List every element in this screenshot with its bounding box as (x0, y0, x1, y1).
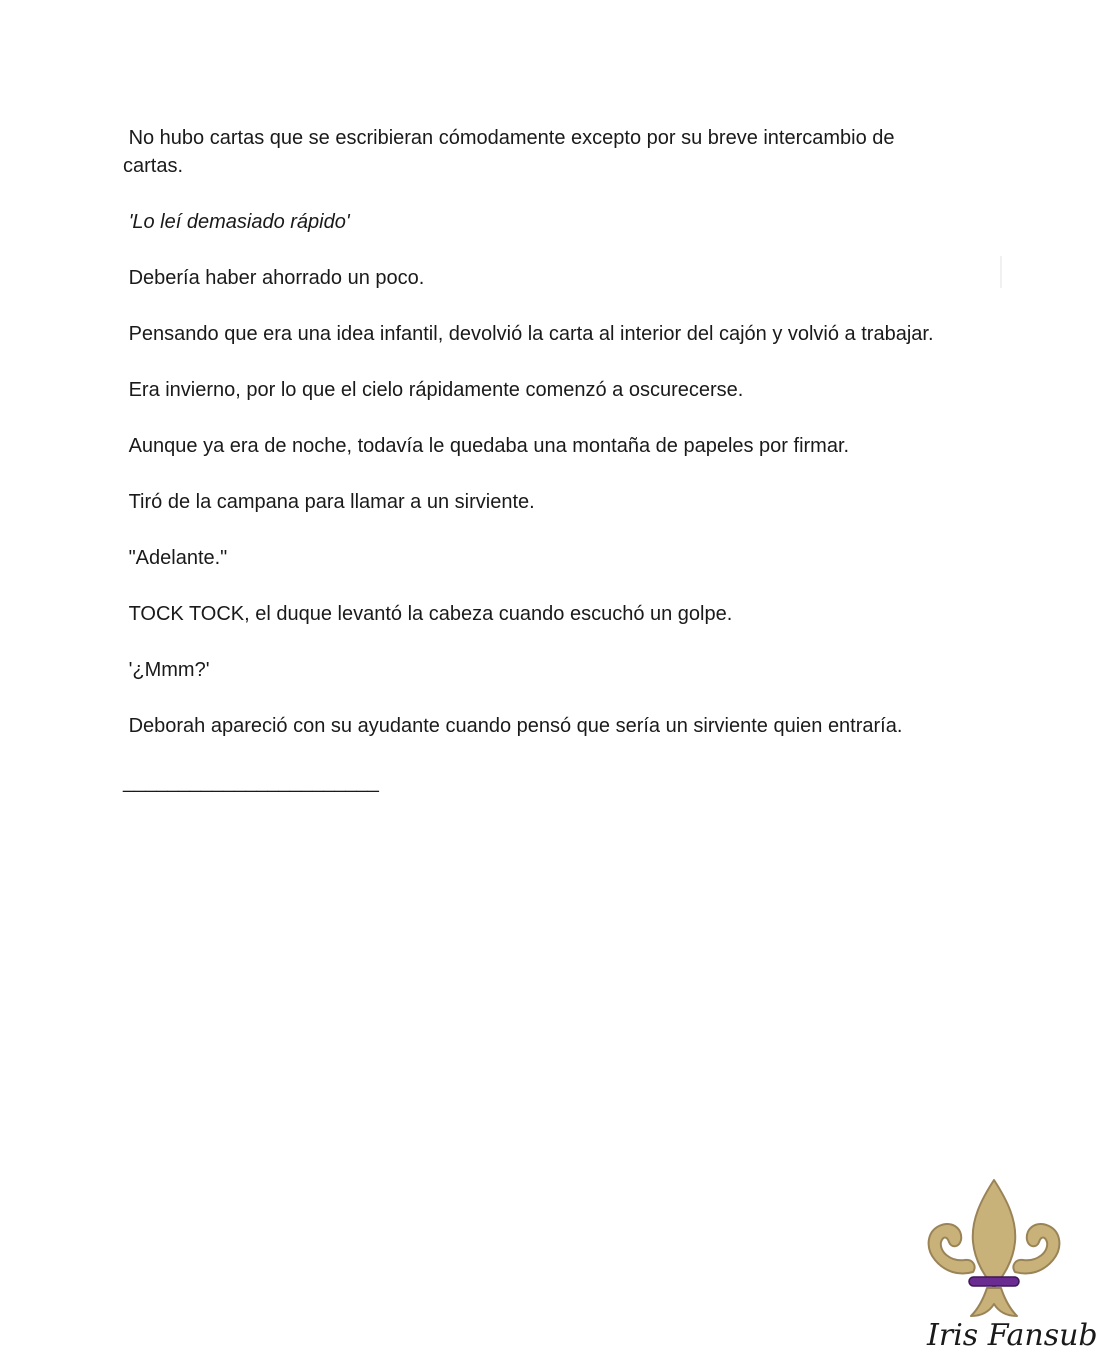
section-separator: _______________________ (123, 771, 379, 793)
paragraph-3: Debería haber ahorrado un poco. (123, 267, 425, 289)
fleur-de-lis-icon (919, 1176, 1069, 1326)
brand-name: Iris Fansub (927, 1318, 1098, 1353)
paragraph-9: TOCK TOCK, el duque levantó la cabeza cuando escuchó un golpe. (123, 603, 733, 625)
watermark-logo (915, 1176, 1098, 1360)
paragraph-2: 'Lo leí demasiado rápido' (123, 211, 350, 233)
paragraph-5: Era invierno, por lo que el cielo rápidamente comenzó a oscurecerse. (123, 379, 744, 401)
margin-mark (1000, 256, 1002, 288)
document-page (123, 124, 958, 796)
paragraph-1: No hubo cartas que se escribieran cómodamente excepto por su breve intercambio de cartas. (123, 127, 901, 177)
paragraph-6: Aunque ya era de noche, todavía le quedaba una montaña de papeles por firmar. (123, 435, 850, 457)
paragraph-4: Pensando que era una idea infantil, devolvió la carta al interior del cajón y volvió a trabajar. (123, 323, 934, 345)
paragraph-11: Deborah apareció con su ayudante cuando pensó que sería un sirviente quien entraría. (123, 715, 903, 737)
paragraph-10: '¿Mmm?' (123, 659, 210, 681)
paragraph-8: "Adelante." (123, 547, 228, 569)
paragraph-7: Tiró de la campana para llamar a un sirviente. (123, 491, 535, 513)
